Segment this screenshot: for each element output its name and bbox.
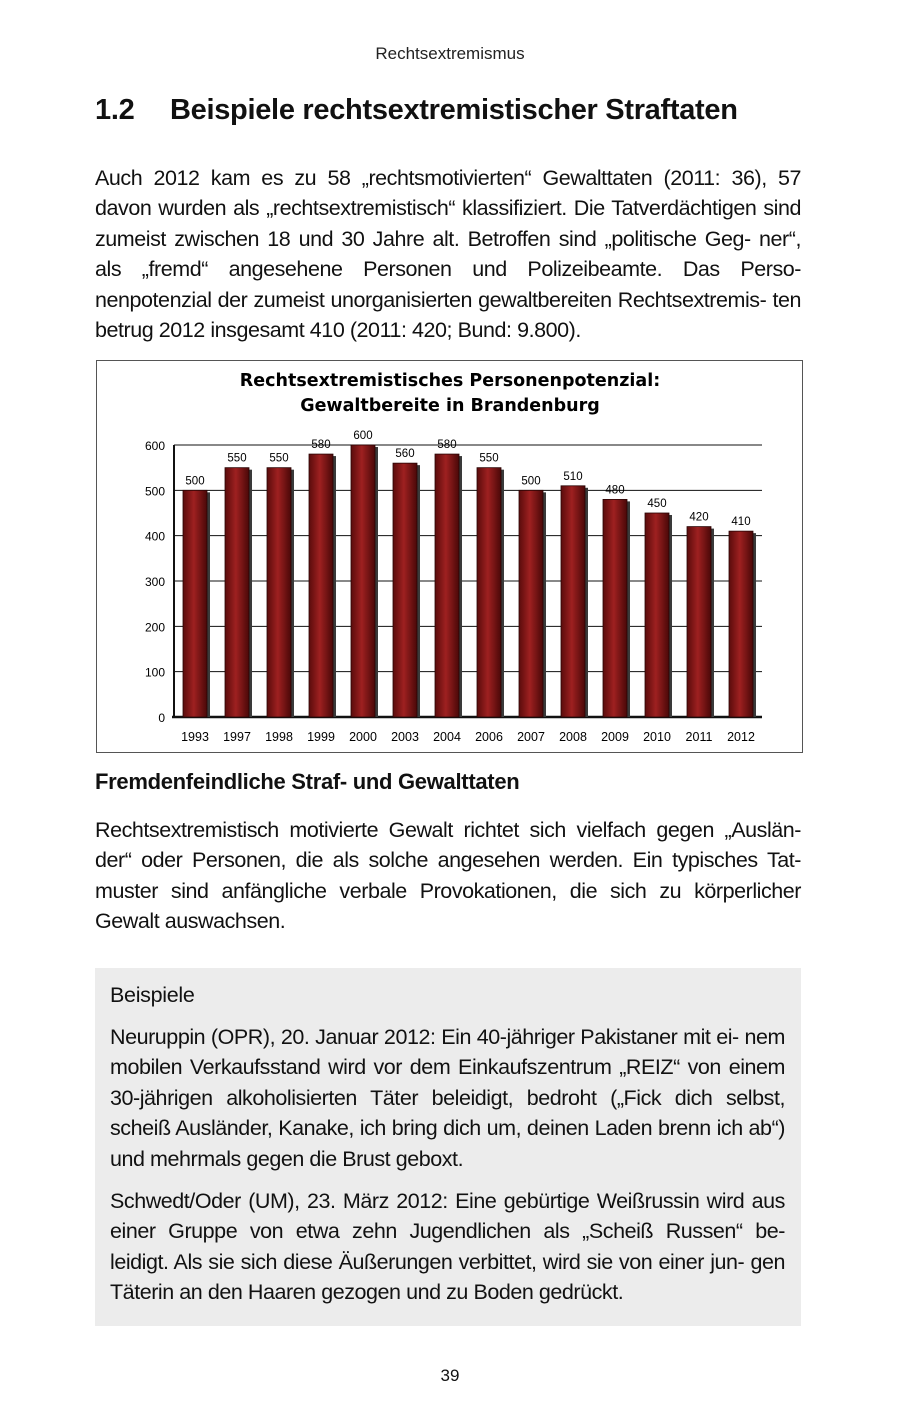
data-label: 510: [563, 470, 583, 483]
intro-line: ten betrug 2012 insgesamt 410 (2011: 420; Bund: 9.800).: [95, 287, 801, 343]
data-label: 580: [311, 439, 331, 452]
x-tick-label: 1997: [223, 730, 251, 744]
data-label: 500: [521, 475, 541, 488]
x-tick-label: 1999: [307, 730, 335, 744]
data-label: 550: [269, 452, 289, 465]
fremd-paragraph: [95, 815, 801, 937]
intro-line: davon wurden als „rechtsextremistisch“ klassifiziert. Die Tatverdächtigen: [95, 196, 757, 221]
y-tick-label: 200: [144, 620, 165, 635]
bar: [267, 468, 291, 717]
data-label: 420: [689, 511, 709, 524]
x-tick-label: 2008: [559, 730, 587, 744]
examples-box: [95, 968, 801, 1326]
page-number: 39: [440, 1366, 460, 1385]
data-label: 450: [647, 498, 667, 510]
chart-svg: [97, 361, 802, 752]
x-tick-label: 1998: [265, 730, 293, 744]
fremd-line: der“ oder Personen, die als solche angesehen werden. Ein typisches Tat-: [95, 848, 801, 873]
section-heading: [95, 94, 805, 127]
data-label: 480: [605, 484, 625, 497]
example-line: gen Täterin an den Haaren gezogen und zu Boden gedrückt.: [110, 1249, 785, 1305]
x-tick-label: 2012: [727, 730, 755, 744]
chart-subtitle: Gewaltbereite in Brandenburg: [300, 396, 600, 416]
y-tick-label: 0: [158, 711, 165, 725]
data-label: 560: [395, 448, 415, 461]
example-1: [110, 1022, 785, 1174]
x-tick-label: 2004: [433, 730, 461, 744]
intro-line: ner“, als „fremd“ angesehene Personen und Polizeibeamte. Das Perso-: [95, 226, 801, 282]
section-number: 1.2: [95, 94, 135, 126]
example-line: leidigt. Als sie sich diese Äußerungen verbittet, wird sie von einer jun-: [110, 1249, 745, 1274]
example-line: einem 30-jährigen alkoholisierten Täter beleidigt, bedroht („Fick dich: [110, 1055, 785, 1110]
bar: [393, 463, 417, 717]
x-tick-label: 2006: [475, 730, 503, 744]
data-label: 600: [353, 430, 373, 442]
example-line: brenn ich ab“) und mehrmals gegen die Brust geboxt.: [110, 1116, 785, 1171]
bar: [603, 499, 627, 717]
y-tick-label: 100: [144, 665, 165, 680]
y-tick-label: 400: [144, 529, 165, 544]
running-header: Rechtsextremismus: [375, 44, 525, 63]
section-title: Beispiele rechtsextremistischer Straftaten: [170, 94, 738, 126]
x-tick-label: 2007: [517, 730, 545, 744]
examples-title: Beispiele: [110, 983, 195, 1007]
data-label: 550: [227, 452, 247, 465]
fremd-line: muster sind anfängliche verbale Provokationen, die sich zu körperlicher: [95, 878, 801, 903]
example-line: aus einer Gruppe von etwa zehn Jugendlichen als „Scheiß Russen“ be-: [110, 1189, 785, 1244]
y-tick-label: 500: [144, 484, 165, 499]
bar: [435, 454, 459, 717]
bar: [183, 490, 207, 717]
x-tick-label: 2011: [685, 730, 713, 744]
bar: [351, 445, 375, 717]
fremd-line: Rechtsextremistisch motivierte Gewalt richtet sich vielfach gegen „Auslän-: [95, 818, 801, 842]
data-label: 580: [437, 439, 457, 452]
x-tick-label: 1993: [181, 730, 209, 744]
example-line: Schwedt/Oder (UM), 23. März 2012: Eine gebürtige Weißrussin wird: [110, 1189, 745, 1214]
intro-paragraph: [95, 163, 801, 345]
example-2: [110, 1186, 785, 1308]
x-tick-label: 2010: [643, 730, 671, 744]
x-tick-label: 2000: [349, 730, 377, 744]
bar: [561, 486, 585, 717]
chart-title: Rechtsextremistisches Personenpotenzial:: [239, 371, 661, 391]
bar: [645, 513, 669, 717]
intro-line: nenpotenzial der zumeist unorganisierten gewaltbereiten Rechtsextremis-: [95, 287, 767, 312]
bar: [309, 454, 333, 717]
bar: [519, 490, 543, 717]
fremd-line: Gewalt auswachsen.: [95, 909, 286, 934]
y-tick-label: 300: [144, 575, 165, 589]
x-tick-label: 2003: [391, 730, 419, 744]
example-line: selbst, scheiß Ausländer, Kanake, ich bring dich um, deinen Laden: [110, 1085, 785, 1141]
y-tick-label: 600: [144, 439, 165, 453]
bar: [477, 468, 501, 717]
example-line: Neuruppin (OPR), 20. Januar 2012: Ein 40-jähriger Pakistaner mit ei-: [110, 1025, 739, 1049]
data-label: 550: [479, 452, 499, 465]
bar: [729, 531, 753, 717]
example-line: nem mobilen Verkaufsstand wird vor dem Einkaufszentrum „REIZ“ von: [110, 1025, 785, 1080]
bar: [687, 527, 711, 717]
bar: [225, 468, 249, 717]
data-label: 500: [185, 475, 205, 488]
intro-line: Auch 2012 kam es zu 58 „rechtsmotivierten“ Gewalttaten (2011: 36), 57: [95, 166, 801, 190]
intro-line: sind zumeist zwischen 18 und 30 Jahre alt. Betroffen sind „politische Geg-: [95, 196, 801, 251]
subsection-heading: Fremdenfeindliche Straf- und Gewalttaten: [95, 769, 520, 794]
data-label: 410: [731, 516, 751, 529]
bar-chart: [96, 360, 803, 753]
x-tick-label: 2009: [601, 730, 629, 744]
